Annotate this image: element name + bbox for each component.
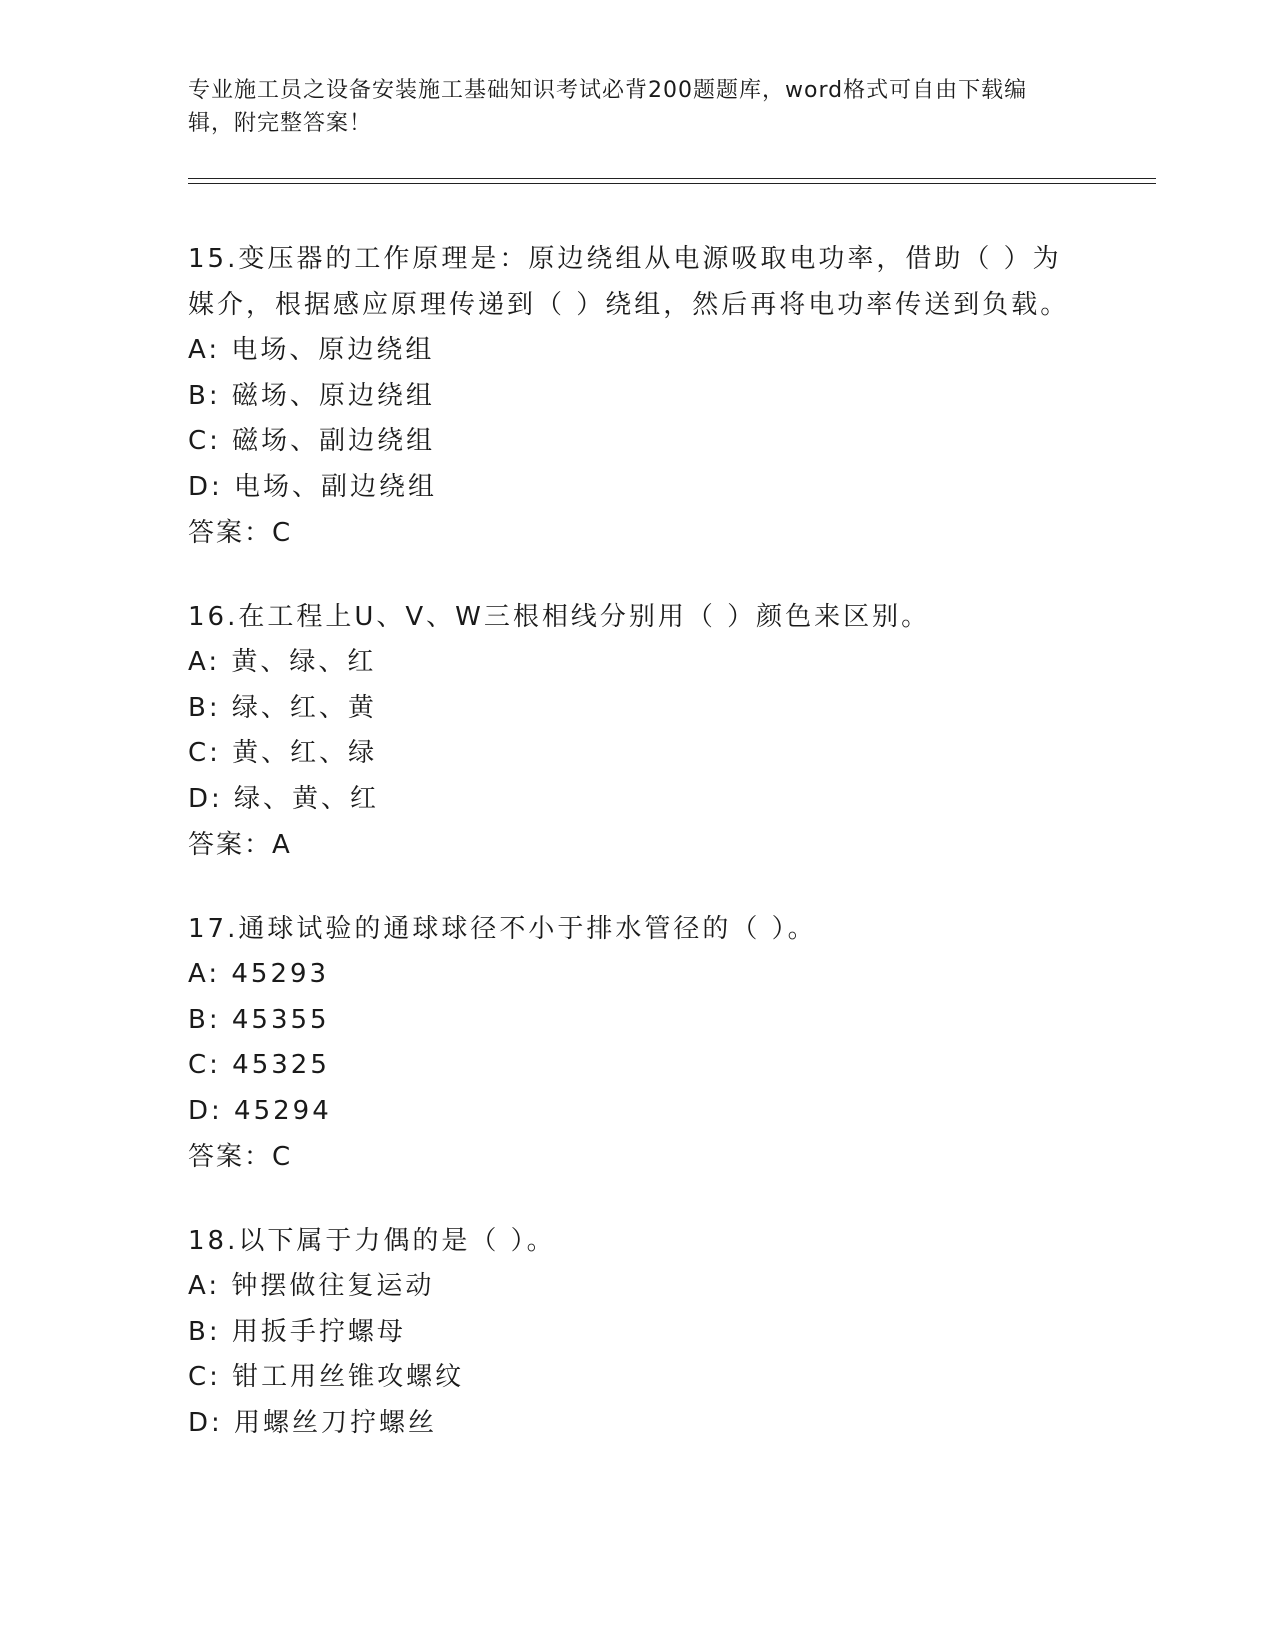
- option-d: D: 电场、副边绕组: [188, 471, 438, 502]
- option-a: A: 电场、原边绕组: [188, 335, 435, 365]
- option-a: A: 45293: [188, 959, 330, 989]
- answer: 答案：A: [188, 830, 292, 860]
- question-stem: 17.通球试验的通球球径不小于排水管径的（ ）。: [188, 914, 817, 944]
- answer: 答案：C: [188, 518, 293, 548]
- option-a: A: 黄、绿、红: [188, 647, 377, 677]
- question-18: [188, 1218, 1088, 1446]
- header-rule-bottom: [188, 183, 1156, 184]
- option-b: B: 磁场、原边绕组: [188, 380, 435, 411]
- header-text: 专业施工员之设备安装施工基础知识考试必背200题题库，word格式可自由下载编辑，附完整答案！: [188, 78, 1028, 136]
- option-c: C: 45325: [188, 1050, 330, 1080]
- question-stem: 16.在工程上U、V、W三根相线分别用（ ）颜色来区别。: [188, 602, 931, 632]
- question-17: [188, 906, 1088, 1180]
- option-b: B: 绿、红、黄: [188, 692, 377, 723]
- option-c: C: 钳工用丝锥攻螺纹: [188, 1362, 465, 1392]
- option-d: D: 45294: [188, 1095, 332, 1126]
- option-a: A: 钟摆做往复运动: [188, 1271, 435, 1301]
- document-header: [188, 74, 1068, 140]
- option-b: B: 用扳手拧螺母: [188, 1316, 406, 1347]
- option-c: C: 磁场、副边绕组: [188, 426, 436, 456]
- option-d: D: 绿、黄、红: [188, 783, 380, 814]
- question-list: [188, 236, 1088, 1484]
- answer: 答案：C: [188, 1142, 293, 1172]
- question-stem: 18.以下属于力偶的是（ ）。: [188, 1226, 556, 1256]
- option-d: D: 用螺丝刀拧螺丝: [188, 1407, 438, 1438]
- question-stem: 15.变压器的工作原理是：原边绕组从电源吸取电功率，借助（ ）为媒介，根据感应原理传递到（ ）绕组，然后再将电功率传送到负载。: [188, 244, 1070, 320]
- option-c: C: 黄、红、绿: [188, 738, 378, 768]
- question-16: [188, 594, 1088, 868]
- header-rule-top: [188, 178, 1156, 179]
- question-15: [188, 236, 1088, 556]
- option-b: B: 45355: [188, 1004, 330, 1035]
